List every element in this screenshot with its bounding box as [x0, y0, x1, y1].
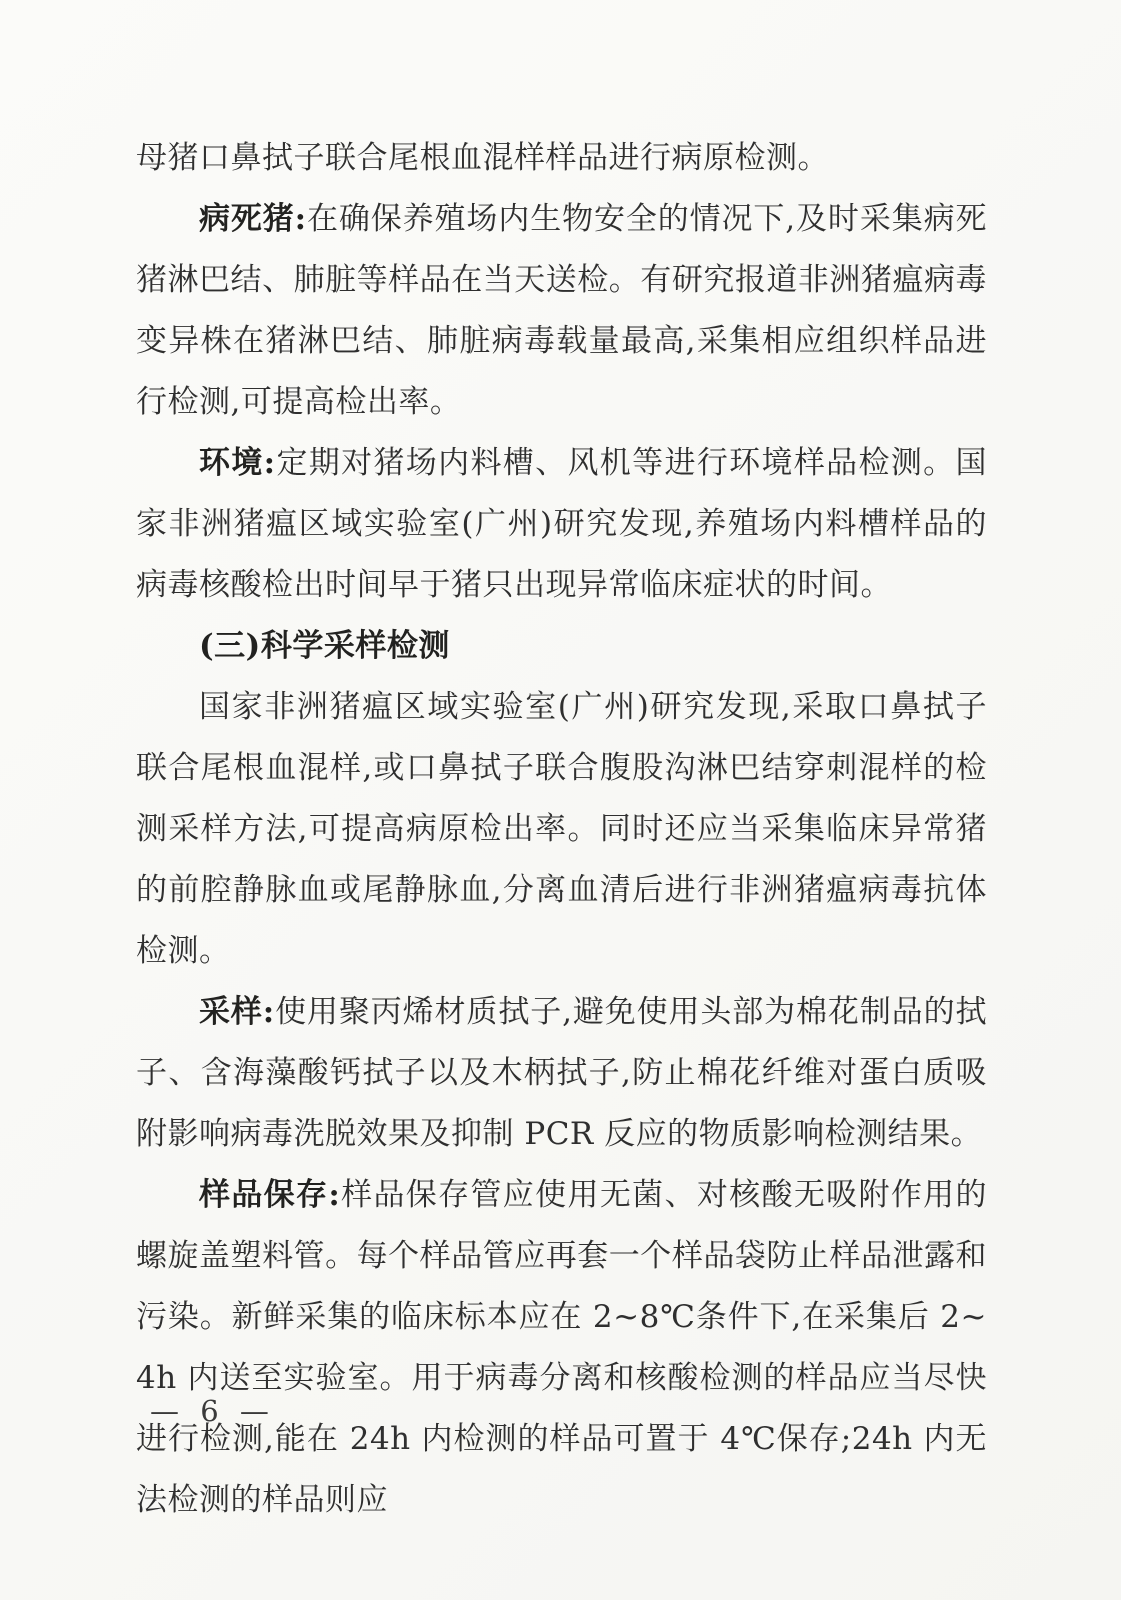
paragraph-lead: 病死猪:	[199, 201, 307, 237]
paragraph-text: 定期对猪场内料槽、风机等进行环境样品检测。国家非洲猪瘟区域实验室(广州)研究发现,养殖场内料槽样品的病毒核酸检出时间早于猪只出现异常临床症状的时间。	[136, 445, 987, 603]
paragraph-text: (三)科学采样检测	[199, 628, 450, 664]
paragraph-text: 母猪口鼻拭子联合尾根血混样样品进行病原检测。	[136, 140, 829, 176]
paragraph	[136, 433, 987, 616]
paragraph	[136, 1165, 987, 1531]
paragraph	[136, 189, 987, 433]
paragraph	[136, 982, 987, 1165]
paragraph-text: 在确保养殖场内生物安全的情况下,及时采集病死猪淋巴结、肺脏等样品在当天送检。有研究报道非洲猪瘟病毒变异株在猪淋巴结、肺脏病毒载量最高,采集相应组织样品进行检测,可提高检出率。	[136, 201, 987, 420]
paragraph-text: 样品保存管应使用无菌、对核酸无吸附作用的螺旋盖塑料管。每个样品管应再套一个样品袋防止样品泄露和污染。新鲜采集的临床标本应在 2~8℃条件下,在采集后 2~4h 内送至实验室。用于病毒分离和核酸检测的样品应当尽快进行检测,能在 24h 内检测的样品可置于 4℃保存;24h 内无法检测的样品则应	[136, 1177, 988, 1518]
section-heading	[136, 616, 987, 677]
document-body	[136, 128, 987, 1531]
paragraph	[136, 677, 987, 982]
paragraph-lead: 样品保存:	[199, 1177, 341, 1213]
paragraph	[136, 128, 987, 189]
paragraph-lead: 采样:	[199, 994, 275, 1030]
paragraph-text: 使用聚丙烯材质拭子,避免使用头部为棉花制品的拭子、含海藻酸钙拭子以及木柄拭子,防止棉花纤维对蛋白质吸附影响病毒洗脱效果及抑制 PCR 反应的物质影响检测结果。	[136, 994, 987, 1152]
paragraph-lead: 环境:	[199, 445, 276, 481]
paragraph-text: 国家非洲猪瘟区域实验室(广州)研究发现,采取口鼻拭子联合尾根血混样,或口鼻拭子联合腹股沟淋巴结穿刺混样的检测采样方法,可提高病原检出率。同时还应当采集临床异常猪的前腔静脉血或尾静脉血,分离血清后进行非洲猪瘟病毒抗体检测。	[136, 689, 987, 969]
page-number-footer: — 6 —	[150, 1394, 275, 1428]
